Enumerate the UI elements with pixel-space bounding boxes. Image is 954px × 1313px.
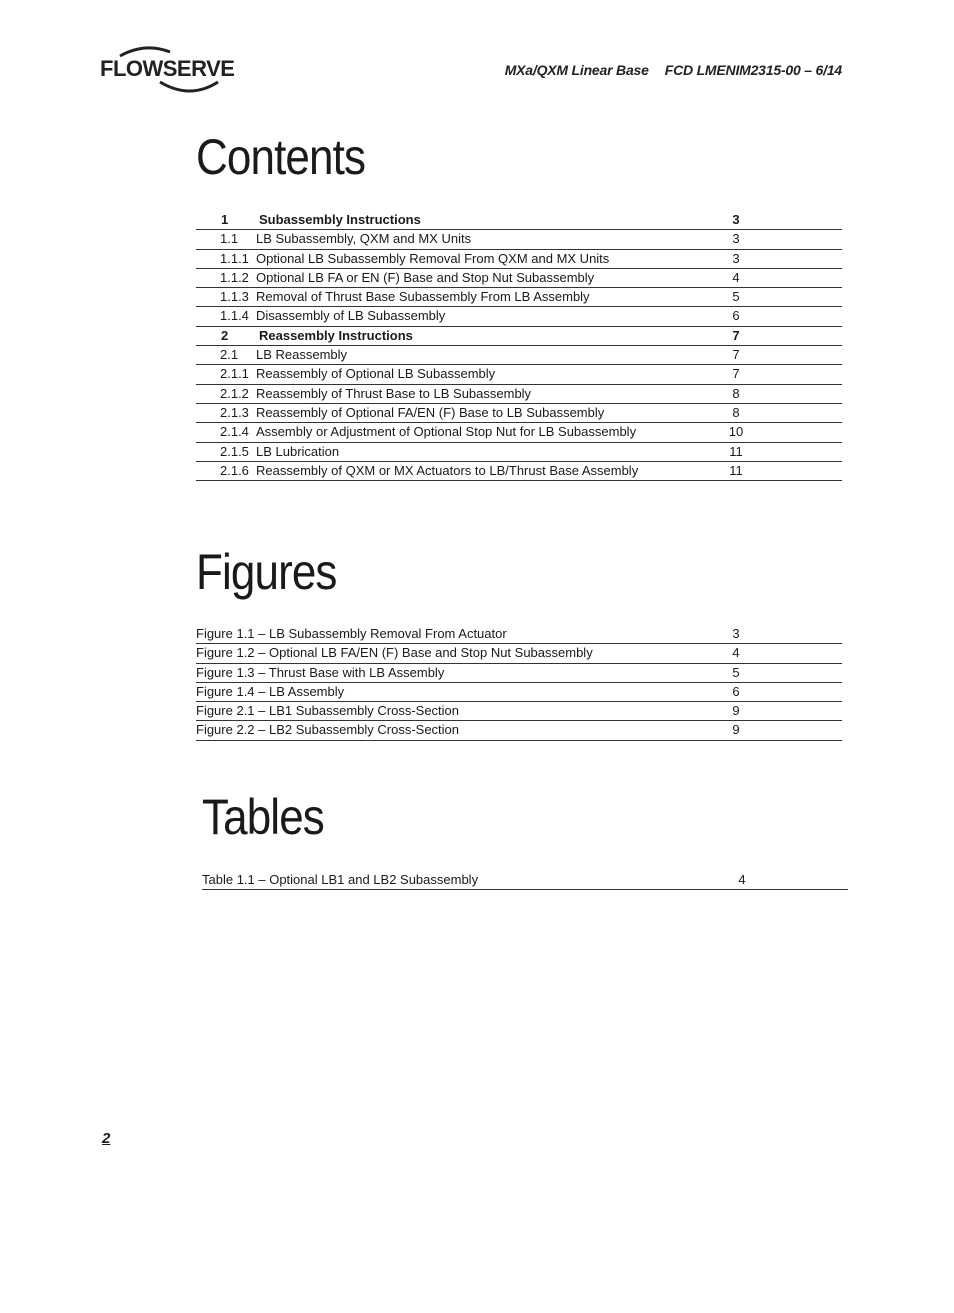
toc-entry-page: 10 xyxy=(728,424,744,440)
figure-entry-page: 6 xyxy=(732,683,740,699)
contents-heading: Contents xyxy=(196,129,366,185)
toc-entry-page: 8 xyxy=(732,404,740,420)
flowserve-logo xyxy=(100,44,240,96)
toc-entry-number: 2.1.1 xyxy=(220,366,249,382)
toc-entry[interactable] xyxy=(196,269,842,288)
toc-entry-page: 4 xyxy=(732,269,740,285)
table-entry-title: Table 1.1 – Optional LB1 and LB2 Subassembly xyxy=(202,872,479,887)
toc-entry-title: Reassembly of Optional FA/EN (F) Base to LB Subassembly xyxy=(256,404,605,420)
toc-entry[interactable] xyxy=(196,288,842,307)
toc-entry-title: LB Subassembly, QXM and MX Units xyxy=(256,231,472,247)
page-number: 2 xyxy=(102,1130,111,1147)
toc-entry-page: 3 xyxy=(732,212,740,227)
toc-entry-page: 6 xyxy=(732,308,740,324)
table-entry[interactable] xyxy=(202,871,848,890)
figures-heading: Figures xyxy=(196,544,337,600)
toc-entry-title: Disassembly of LB Subassembly xyxy=(256,308,446,324)
toc-entry-number: 1.1.1 xyxy=(220,250,249,266)
toc-entry-number: 1.1 xyxy=(220,231,239,247)
figure-entry-page: 9 xyxy=(732,722,740,738)
toc-entry[interactable] xyxy=(196,404,842,423)
toc-entry-page: 7 xyxy=(732,366,740,382)
toc-entry-title: LB Lubrication xyxy=(256,443,340,459)
toc-entry[interactable] xyxy=(196,462,842,481)
figure-entry-title: Figure 1.4 – LB Assembly xyxy=(196,683,345,699)
toc-entry-number: 2 xyxy=(221,327,229,343)
toc-entry[interactable] xyxy=(196,443,842,462)
figure-entry-title: Figure 2.1 – LB1 Subassembly Cross-Section xyxy=(196,703,460,719)
toc-entry-title: Removal of Thrust Base Subassembly From LB Assembly xyxy=(256,289,590,305)
figure-entry[interactable] xyxy=(196,683,842,702)
toc-entry-number: 2.1 xyxy=(220,347,239,363)
toc-entry-title: Reassembly of Thrust Base to LB Subassembly xyxy=(256,385,532,401)
toc-entry[interactable] xyxy=(196,385,842,404)
toc-entry-page: 3 xyxy=(732,250,740,266)
figure-entry[interactable] xyxy=(196,721,842,740)
figure-entry[interactable] xyxy=(196,664,842,683)
toc-entry[interactable] xyxy=(196,365,842,384)
toc-entry[interactable] xyxy=(196,327,842,346)
document-header xyxy=(505,62,842,78)
figure-entry[interactable] xyxy=(196,702,842,721)
tables-list xyxy=(202,871,848,890)
toc-entry-page: 11 xyxy=(729,462,743,478)
toc-entry-number: 2.1.6 xyxy=(220,462,249,478)
figures-list xyxy=(196,625,842,741)
toc-entry-title: Reassembly Instructions xyxy=(259,327,413,343)
toc-entry-number: 2.1.3 xyxy=(220,404,249,420)
figure-entry[interactable] xyxy=(196,644,842,663)
figure-entry-title: Figure 1.1 – LB Subassembly Removal From Actuator xyxy=(196,626,507,641)
toc-entry-page: 8 xyxy=(732,385,740,401)
toc-entry[interactable] xyxy=(196,346,842,365)
toc-entry-title: Subassembly Instructions xyxy=(259,212,421,227)
toc-entry-number: 1.1.2 xyxy=(220,269,249,285)
figure-entry-page: 5 xyxy=(732,664,740,680)
doc-title: MXa/QXM Linear Base xyxy=(504,62,649,78)
figure-entry-title: Figure 1.2 – Optional LB FA/EN (F) Base and Stop Nut Subassembly xyxy=(196,645,593,661)
figure-entry-title: Figure 2.2 – LB2 Subassembly Cross-Section xyxy=(196,722,460,738)
figure-entry-page: 3 xyxy=(732,626,740,641)
figure-entry-page: 9 xyxy=(732,703,740,719)
figure-entry-title: Figure 1.3 – Thrust Base with LB Assembly xyxy=(196,664,445,680)
toc-entry-number: 1 xyxy=(221,212,229,227)
figure-entry[interactable] xyxy=(196,625,842,644)
toc-entry-number: 1.1.3 xyxy=(220,289,249,305)
toc-entry[interactable] xyxy=(196,423,842,442)
toc-entry-title: Reassembly of Optional LB Subassembly xyxy=(256,366,496,382)
toc-entry-page: 7 xyxy=(732,347,740,363)
tables-heading: Tables xyxy=(202,789,324,845)
toc-entry-page: 3 xyxy=(732,231,740,247)
toc-entry-title: Optional LB FA or EN (F) Base and Stop Nut Subassembly xyxy=(256,269,595,285)
toc-entry-number: 2.1.5 xyxy=(220,443,249,459)
toc-entry[interactable] xyxy=(196,250,842,269)
toc-entry-title: LB Reassembly xyxy=(256,347,348,363)
toc-entry-title: Reassembly of QXM or MX Actuators to LB/Thrust Base Assembly xyxy=(256,462,639,478)
toc-entry[interactable] xyxy=(196,211,842,230)
table-entry-page: 4 xyxy=(738,872,746,887)
toc-entry-page: 11 xyxy=(729,443,743,459)
toc-entry-title: Assembly or Adjustment of Optional Stop Nut for LB Subassembly xyxy=(256,424,637,440)
doc-code: FCD LMENIM2315-00 – 6/14 xyxy=(664,62,842,78)
contents-list xyxy=(196,211,842,481)
toc-entry[interactable] xyxy=(196,230,842,249)
toc-entry-number: 2.1.2 xyxy=(220,385,249,401)
toc-entry[interactable] xyxy=(196,307,842,326)
figure-entry-page: 4 xyxy=(732,645,740,661)
toc-entry-number: 1.1.4 xyxy=(220,308,249,324)
logo-text: FLOWSERVE xyxy=(100,56,235,81)
toc-entry-page: 5 xyxy=(732,289,740,305)
toc-entry-page: 7 xyxy=(732,327,740,343)
toc-entry-number: 2.1.4 xyxy=(220,424,249,440)
toc-entry-title: Optional LB Subassembly Removal From QXM and MX Units xyxy=(256,250,610,266)
